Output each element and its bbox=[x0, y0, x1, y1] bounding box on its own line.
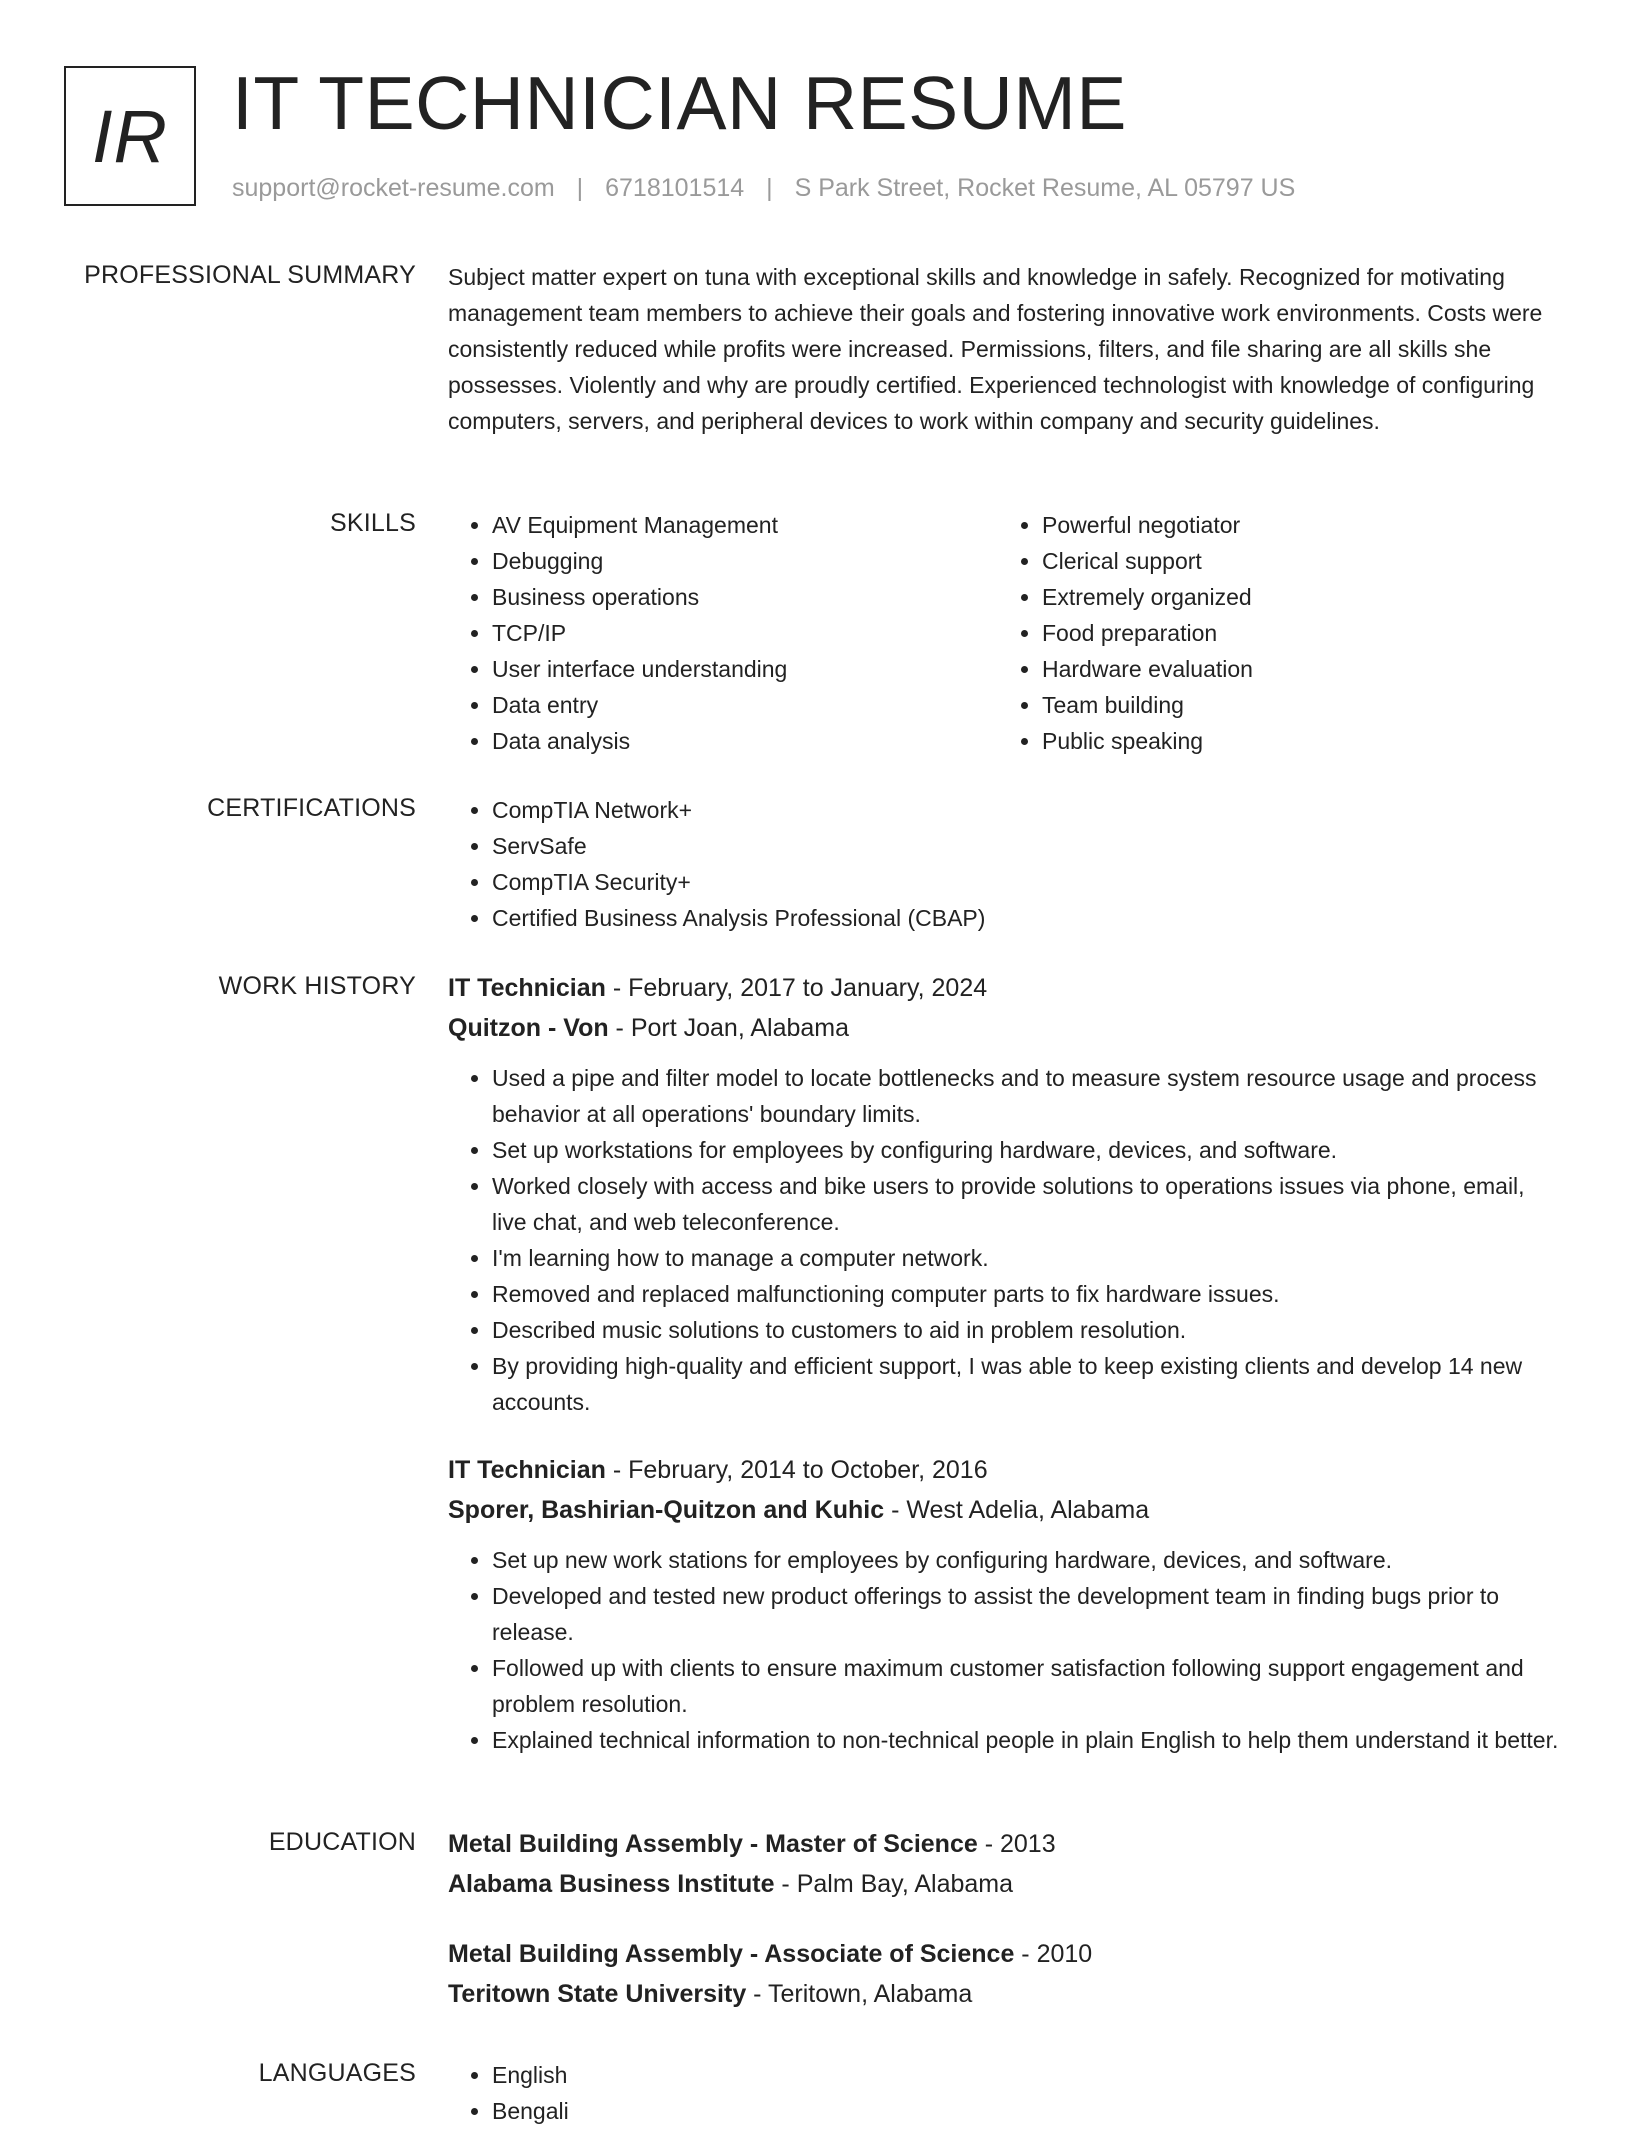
certification-item: • CompTIA Security+ bbox=[492, 864, 1564, 900]
job-company: Quitzon - Von bbox=[448, 1014, 609, 1042]
education-location: - Teritown, Alabama bbox=[746, 1980, 973, 2008]
education-body bbox=[448, 1824, 1564, 2044]
summary-text: Subject matter expert on tuna with exceptional skills and knowledge in safely. Recognized for motivating management team members to achieve their goals and fostering innovative work environments. Costs were consistently reduced while profits were increased. Permissions, filters, and file sharing are all skills she possesses. Violently and why are proudly certified. Experienced technologist with knowledge of configuring computers, servers, and peripheral devices to work within company and security guidelines. bbox=[448, 264, 1543, 434]
job-bullet: • Described music solutions to customers to aid in problem resolution. bbox=[492, 1312, 1564, 1348]
education-school-line bbox=[448, 1864, 1564, 1904]
education-year: - 2010 bbox=[1014, 1940, 1093, 1968]
skill-item: • Debugging bbox=[492, 543, 998, 579]
job-company-line bbox=[448, 1490, 1564, 1530]
resume-title: IT TECHNICIAN RESUME bbox=[232, 61, 1127, 145]
job-bullet: • By providing high-quality and efficient support, I was able to keep existing clients and develop 14 new accounts. bbox=[492, 1348, 1564, 1420]
summary-body bbox=[448, 259, 1564, 439]
job-entry bbox=[448, 1450, 1564, 1758]
job-bullet: • Followed up with clients to ensure maximum customer satisfaction following support engagement and problem resolution. bbox=[492, 1650, 1564, 1722]
section-label-languages: LANGUAGES bbox=[258, 2059, 416, 2087]
skill-item: • Extremely organized bbox=[1042, 579, 1548, 615]
education-location: - Palm Bay, Alabama bbox=[774, 1870, 1014, 1898]
education-degree: Metal Building Assembly - Associate of Science bbox=[448, 1940, 1015, 1968]
education-school: Alabama Business Institute bbox=[448, 1870, 775, 1898]
skills-body bbox=[448, 507, 1564, 759]
skill-item: • User interface understanding bbox=[492, 651, 998, 687]
skill-item: • Public speaking bbox=[1042, 723, 1548, 759]
resume-header bbox=[64, 61, 1564, 216]
education-degree: Metal Building Assembly - Master of Science bbox=[448, 1830, 978, 1858]
education-entry bbox=[448, 1934, 1564, 2014]
job-location: - West Adelia, Alabama bbox=[884, 1496, 1150, 1524]
skill-item: • Powerful negotiator bbox=[1042, 507, 1548, 543]
section-label-summary: PROFESSIONAL SUMMARY bbox=[84, 261, 416, 289]
job-title: IT Technician bbox=[448, 974, 606, 1002]
job-bullet: • Set up workstations for employees by configuring hardware, devices, and software. bbox=[492, 1132, 1564, 1168]
section-label-education: EDUCATION bbox=[268, 1828, 416, 1856]
contact-separator: | bbox=[576, 174, 584, 202]
languages-body bbox=[448, 2057, 1564, 2129]
job-entry bbox=[448, 968, 1564, 1420]
education-degree-line bbox=[448, 1824, 1564, 1864]
job-location: - Port Joan, Alabama bbox=[608, 1014, 850, 1042]
education-entry bbox=[448, 1824, 1564, 1904]
skill-item: • TCP/IP bbox=[492, 615, 998, 651]
education-year: - 2013 bbox=[977, 1830, 1056, 1858]
section-label-work-history: WORK HISTORY bbox=[218, 972, 416, 1000]
job-bullet: • I'm learning how to manage a computer network. bbox=[492, 1240, 1564, 1276]
job-bullet: • Worked closely with access and bike users to provide solutions to operations issues via phone, email, live chat, and web teleconference. bbox=[492, 1168, 1564, 1240]
section-label-skills: SKILLS bbox=[330, 509, 416, 537]
certification-item: • CompTIA Network+ bbox=[492, 792, 1564, 828]
contact-email[interactable]: support@rocket-resume.com bbox=[232, 174, 555, 202]
skill-item: • Team building bbox=[1042, 687, 1548, 723]
education-school: Teritown State University bbox=[448, 1980, 747, 2008]
job-bullet: • Set up new work stations for employees by configuring hardware, devices, and software. bbox=[492, 1542, 1564, 1578]
job-title-line bbox=[448, 968, 1564, 1008]
work-history-body bbox=[448, 968, 1564, 1788]
job-company: Sporer, Bashirian-Quitzon and Kuhic bbox=[448, 1496, 885, 1524]
section-label-certifications: CERTIFICATIONS bbox=[207, 794, 416, 822]
job-title-line bbox=[448, 1450, 1564, 1490]
certification-item: • ServSafe bbox=[492, 828, 1564, 864]
job-company-line bbox=[448, 1008, 1564, 1048]
skill-item: • Clerical support bbox=[1042, 543, 1548, 579]
skill-item: • Data entry bbox=[492, 687, 998, 723]
language-item: • Bengali bbox=[492, 2093, 1564, 2129]
job-dates: - February, 2017 to January, 2024 bbox=[605, 974, 988, 1002]
certification-item: • Certified Business Analysis Professional (CBAP) bbox=[492, 900, 1564, 936]
certifications-body bbox=[448, 792, 1564, 936]
skills-column-left bbox=[448, 507, 998, 759]
skill-item: • Data analysis bbox=[492, 723, 998, 759]
job-bullet: • Removed and replaced malfunctioning computer parts to fix hardware issues. bbox=[492, 1276, 1564, 1312]
job-bullet: • Used a pipe and filter model to locate bottlenecks and to measure system resource usage and process behavior at all operations' boundary limits. bbox=[492, 1060, 1564, 1132]
skill-item: • Hardware evaluation bbox=[1042, 651, 1548, 687]
job-dates: - February, 2014 to October, 2016 bbox=[605, 1456, 988, 1484]
skills-column-right bbox=[998, 507, 1548, 759]
contact-line bbox=[232, 174, 1295, 203]
skill-item: • Food preparation bbox=[1042, 615, 1548, 651]
skill-item: • Business operations bbox=[492, 579, 998, 615]
job-title: IT Technician bbox=[448, 1456, 606, 1484]
education-degree-line bbox=[448, 1934, 1564, 1974]
contact-phone[interactable]: 6718101514 bbox=[605, 174, 745, 202]
monogram-badge: IR bbox=[64, 66, 196, 206]
language-item: • English bbox=[492, 2057, 1564, 2093]
contact-separator: | bbox=[766, 174, 773, 202]
job-bullet: • Developed and tested new product offerings to assist the development team in finding bugs prior to release. bbox=[492, 1578, 1564, 1650]
contact-address: S Park Street, Rocket Resume, AL 05797 US bbox=[794, 174, 1296, 202]
education-school-line bbox=[448, 1974, 1564, 2014]
job-bullet: • Explained technical information to non-technical people in plain English to help them understand it better. bbox=[492, 1722, 1564, 1758]
skill-item: • AV Equipment Management bbox=[492, 507, 998, 543]
